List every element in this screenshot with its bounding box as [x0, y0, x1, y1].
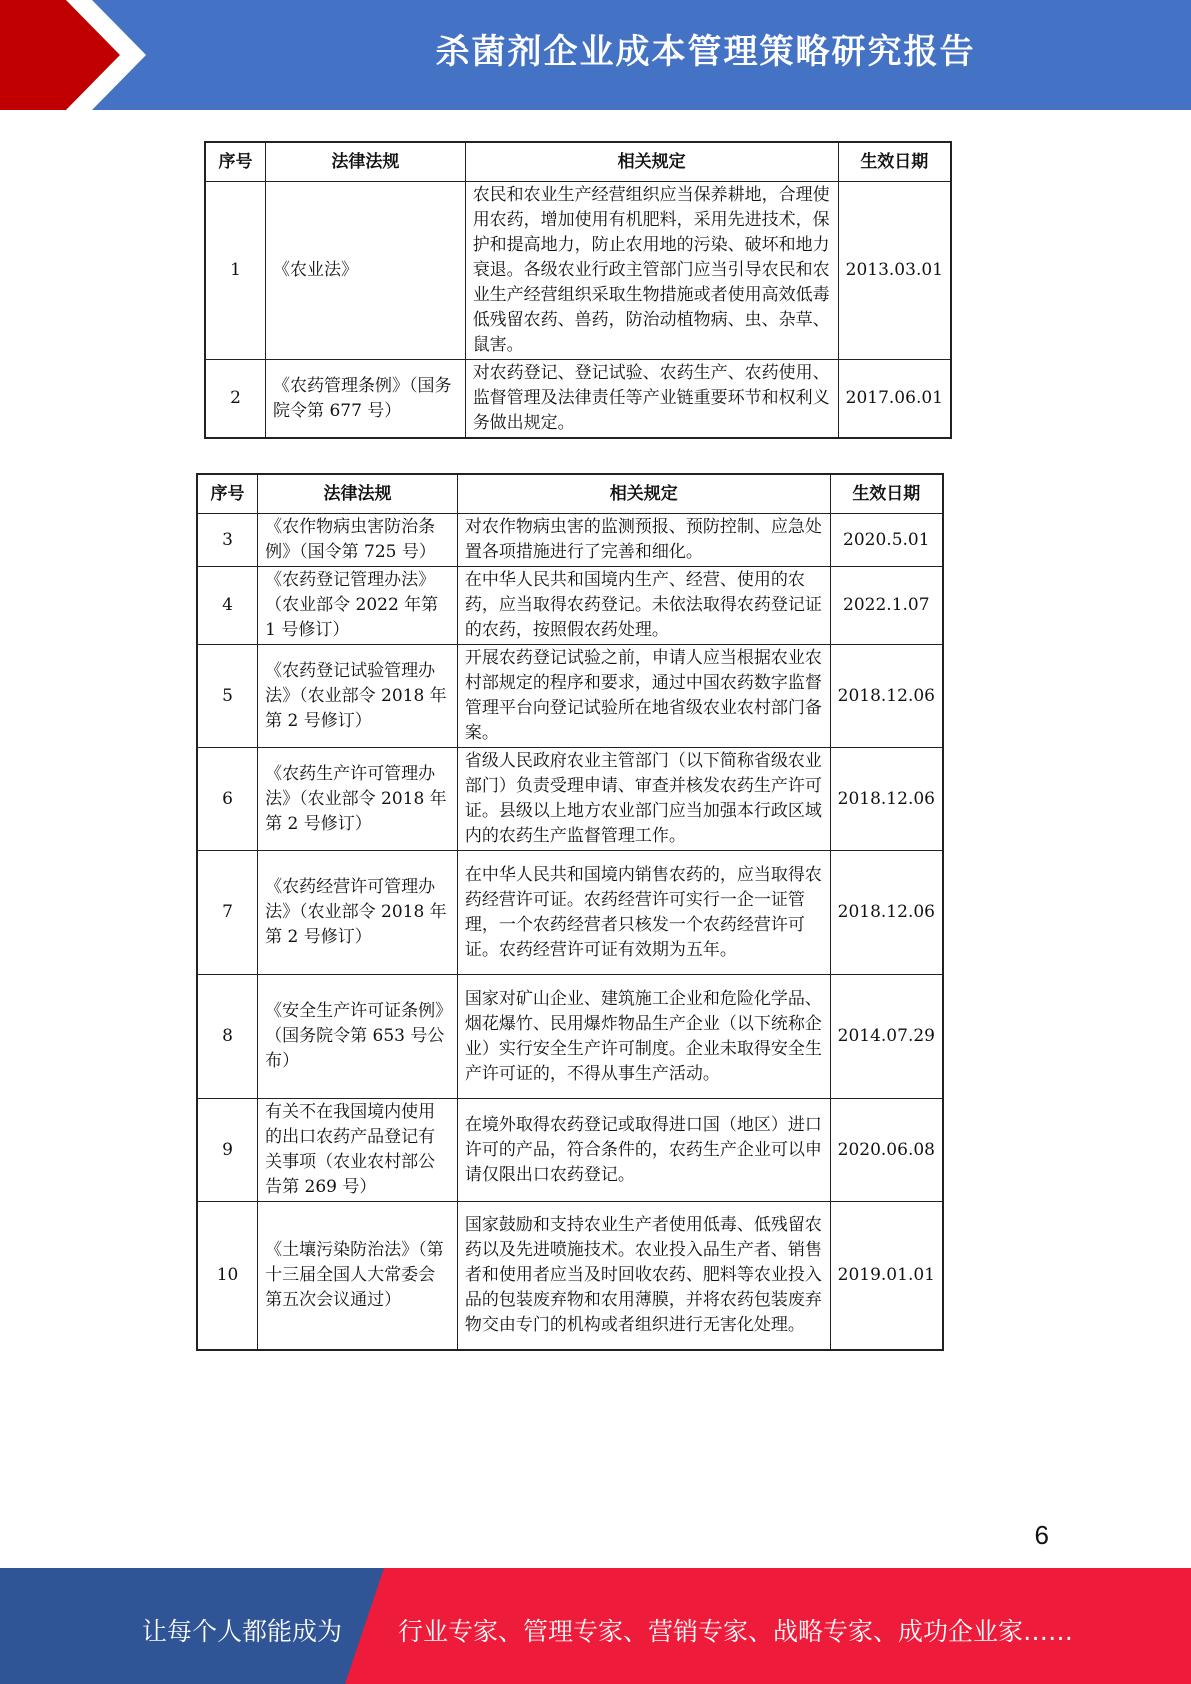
row-law: 《农药登记管理办法》（农业部令 2022 年第 1 号修订） — [258, 567, 458, 645]
row-date: 2018.12.06 — [830, 748, 943, 851]
table-row — [197, 851, 943, 975]
row-rule: 开展农药登记试验之前，申请人应当根据农业农村部规定的程序和要求，通过中国农药数字监督管理平台向登记试验所在地省级农业农村部门备案。 — [457, 645, 830, 748]
page-number: 6 — [1034, 1520, 1049, 1550]
row-date: 2020.06.08 — [830, 1099, 943, 1202]
header-no: 序号 — [205, 142, 266, 182]
row-date: 2014.07.29 — [830, 975, 943, 1099]
row-rule: 农民和农业生产经营组织应当保养耕地，合理使用农药，增加使用有机肥料，采用先进技术，保护和提高地力，防止农用地的污染、破坏和地力衰退。各级农业行政主管部门应当引导农民和农业生产经营组织采取生物措施或者使用高效低毒低残留农药、兽药，防治动植物病、虫、杂草、鼠害。 — [465, 182, 838, 360]
table-row — [197, 1099, 943, 1202]
row-rule: 在中华人民共和国境内生产、经营、使用的农药，应当取得农药登记。未依法取得农药登记证的农药，按照假农药处理。 — [457, 567, 830, 645]
footer-slogan-left: 让每个人都能成为 — [142, 1617, 343, 1646]
row-rule: 在境外取得农药登记或取得进口国（地区）进口许可的产品，符合条件的，农药生产企业可以申请仅限出口农药登记。 — [457, 1099, 830, 1202]
header-rule: 相关规定 — [465, 142, 838, 182]
header-law: 法律法规 — [266, 142, 466, 182]
row-no: 1 — [205, 182, 266, 360]
row-no: 6 — [197, 748, 258, 851]
row-rule: 省级人民政府农业主管部门（以下简称省级农业部门）负责受理申请、审查并核发农药生产许可证。县级以上地方农业部门应当加强本行政区域内的农药生产监督管理工作。 — [457, 748, 830, 851]
table-row — [197, 1202, 943, 1350]
header-bar — [0, 0, 1191, 110]
row-date: 2018.12.06 — [830, 851, 943, 975]
table-header-row — [205, 142, 951, 182]
row-law: 《安全生产许可证条例》（国务院令第 653 号公布） — [258, 975, 458, 1099]
row-rule: 国家鼓励和支持农业生产者使用低毒、低残留农药以及先进喷施技术。农业投入品生产者、销售者和使用者应当及时回收农药、肥料等农业投入品的包装废弃物和农用薄膜，并将农药包装废弃物交由专门的机构或者组织进行无害化处理。 — [457, 1202, 830, 1350]
row-date: 2017.06.01 — [838, 360, 951, 439]
row-no: 10 — [197, 1202, 258, 1350]
row-law: 《农业法》 — [266, 182, 466, 360]
row-no: 4 — [197, 567, 258, 645]
row-law: 《农药管理条例》（国务院令第 677 号） — [266, 360, 466, 439]
header-rule: 相关规定 — [457, 474, 830, 514]
header-date: 生效日期 — [830, 474, 943, 514]
row-rule: 对农作物病虫害的监测预报、预防控制、应急处置各项措施进行了完善和细化。 — [457, 514, 830, 567]
row-no: 9 — [197, 1099, 258, 1202]
report-title: 杀菌剂企业成本管理策略研究报告 — [435, 32, 976, 72]
header-no: 序号 — [197, 474, 258, 514]
row-date: 2018.12.06 — [830, 645, 943, 748]
footer-slogan-right: 行业专家、管理专家、营销专家、战略专家、成功企业家…… — [398, 1617, 1074, 1646]
row-law: 《土壤污染防治法》（第十三届全国人大常委会第五次会议通过） — [258, 1202, 458, 1350]
table-header-row — [197, 474, 943, 514]
row-no: 2 — [205, 360, 266, 439]
row-law: 《农作物病虫害防治条例》（国令第 725 号） — [258, 514, 458, 567]
row-date: 2013.03.01 — [838, 182, 951, 360]
row-no: 5 — [197, 645, 258, 748]
row-rule: 对农药登记、登记试验、农药生产、农药使用、监督管理及法律责任等产业链重要环节和权利义务做出规定。 — [465, 360, 838, 439]
row-no: 3 — [197, 514, 258, 567]
header-arrow-decoration — [0, 0, 148, 110]
table-row — [205, 182, 951, 360]
row-date: 2022.1.07 — [830, 567, 943, 645]
row-law: 《农药经营许可管理办法》（农业部令 2018 年第 2 号修订） — [258, 851, 458, 975]
table-row — [197, 975, 943, 1099]
row-no: 7 — [197, 851, 258, 975]
row-rule: 在中华人民共和国境内销售农药的，应当取得农药经营许可证。农药经营许可实行一企一证管理，一个农药经营者只核发一个农药经营许可证。农药经营许可证有效期为五年。 — [457, 851, 830, 975]
row-no: 8 — [197, 975, 258, 1099]
table-row — [205, 360, 951, 439]
row-rule: 国家对矿山企业、建筑施工企业和危险化学品、烟花爆竹、民用爆炸物品生产企业（以下统称企业）实行安全生产许可制度。企业未取得安全生产许可证的，不得从事生产活动。 — [457, 975, 830, 1099]
row-date: 2020.5.01 — [830, 514, 943, 567]
header-date: 生效日期 — [838, 142, 951, 182]
table-row — [197, 567, 943, 645]
regulation-table-2 — [196, 473, 944, 1351]
regulation-table-1 — [204, 141, 952, 439]
table-row — [197, 748, 943, 851]
row-law: 有关不在我国境内使用的出口农药产品登记有关事项（农业农村部公告第 269 号） — [258, 1099, 458, 1202]
table-row — [197, 514, 943, 567]
table-row — [197, 645, 943, 748]
header-law: 法律法规 — [258, 474, 458, 514]
row-law: 《农药生产许可管理办法》（农业部令 2018 年第 2 号修订） — [258, 748, 458, 851]
row-law: 《农药登记试验管理办法》（农业部令 2018 年第 2 号修订） — [258, 645, 458, 748]
row-date: 2019.01.01 — [830, 1202, 943, 1350]
